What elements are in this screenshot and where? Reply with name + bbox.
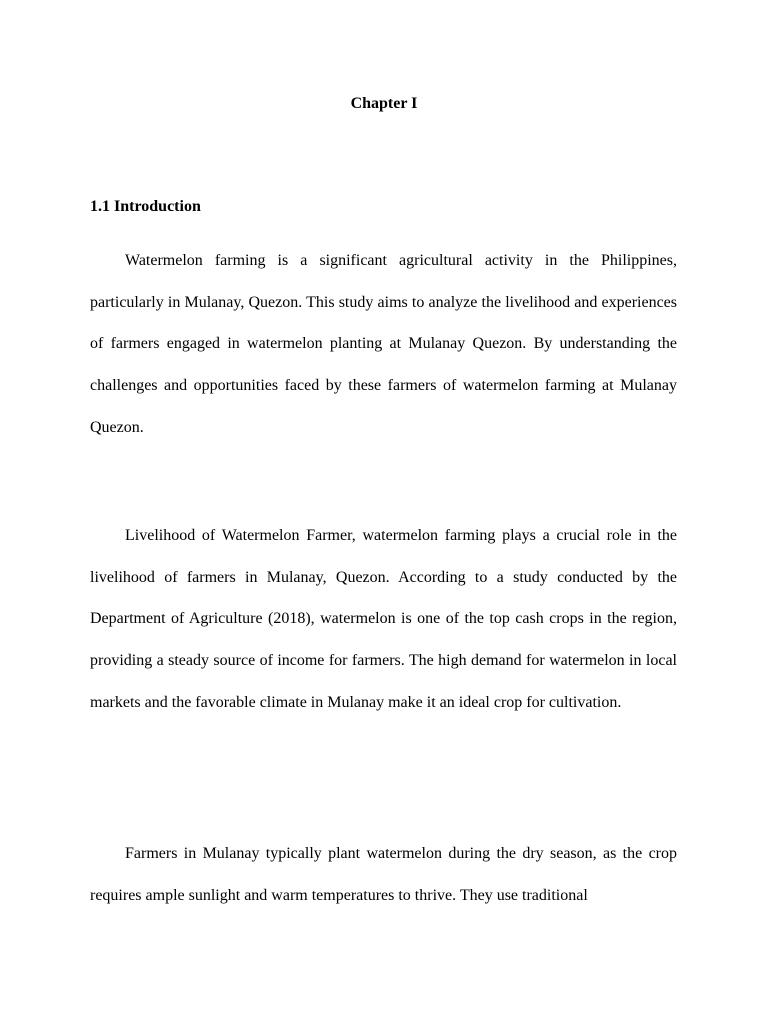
paragraph-planting: Farmers in Mulanay typically plant watermelon during the dry season, as the crop requires ample sunlight and warm temperatures to thrive. They use traditional (90, 845, 677, 904)
section-heading: 1.1 Introduction (90, 198, 201, 215)
paragraph-livelihood: Livelihood of Watermelon Farmer, watermelon farming plays a crucial role in the livelihood of farmers in Mulanay, Quezon. According to a study conducted by the Department of Agriculture (2018), watermelon is one of the top cash crops in the region, providing a steady source of income for farmers. The high demand for watermelon in local markets and the favorable climate in Mulanay make it an ideal crop for cultivation. (90, 527, 677, 711)
paragraph-introduction: Watermelon farming is a significant agricultural activity in the Philippines, particularly in Mulanay, Quezon. This study aims to analyze the livelihood and experiences of farmers engaged in watermelon planting at Mulanay Quezon. By understanding the challenges and opportunities faced by these farmers of watermelon farming at Mulanay Quezon. (90, 252, 677, 436)
chapter-title: Chapter I (350, 95, 418, 112)
